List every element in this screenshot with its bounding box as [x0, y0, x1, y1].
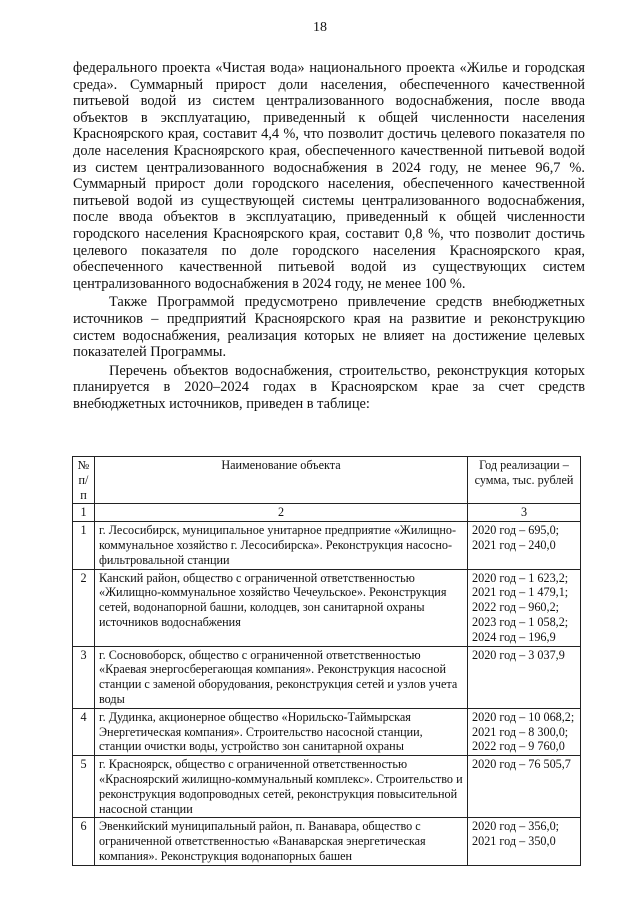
object-name: г. Красноярск, общество с ограниченной ответственностью «Красноярский жилищно-коммунальный комплекс». Строительство и реконструкция водопроводных сетей, реконструкция повысительной насосной станции: [95, 756, 468, 818]
year-amount: 2020 год – 356,0;: [472, 819, 560, 834]
year-amount: 2021 год – 240,0: [472, 537, 556, 552]
header-year: Год реализации – сумма, тыс. рублей: [468, 457, 581, 504]
year-amount: 2022 год – 960,2;: [472, 600, 560, 615]
table-row: [73, 646, 581, 708]
year-amount: 2020 год – 10 068,2;: [472, 709, 575, 724]
year-amount: 2021 год – 1 479,1;: [472, 585, 569, 600]
table-header-row: [73, 457, 581, 504]
year-amount: 2020 год – 3 037,9: [472, 647, 565, 662]
row-number: 6: [73, 818, 95, 865]
objects-table: [72, 456, 581, 866]
object-name: г. Лесосибирск, муниципальное унитарное предприятие «Жилищно-коммунальное хозяйство г. Лесосибирска». Реконструкция насосно-фильтровальной станции: [95, 522, 468, 569]
year-amount: 2020 год – 76 505,7: [472, 757, 571, 772]
paragraph-extrabudgetary: Также Программой предусмотрено привлечение средств внебюджетных источников – предприятий Красноярского края на развитие и реконструкцию систем водоснабжения, реализация которых не влияет на достижение целевых показателей Программы.: [73, 294, 585, 361]
object-name: Эвенкийский муниципальный район, п. Ванавара, общество с ограниченной ответственностью «Ванаварская энергетическая компания». Реконструкция водонапорных башен: [95, 818, 468, 865]
object-name: Канский район, общество с ограниченной ответственностью «Жилищно-коммунальное хозяйство Чечеульское». Реконструкция сетей, водонапорной башни, колодцев, зон санитарной охраны источников водоснабжения: [95, 569, 468, 646]
year-amount: 2020 год – 695,0;: [472, 523, 560, 538]
column-index: 2: [95, 504, 468, 522]
header-name: Наименование объекта: [95, 457, 468, 504]
row-number: 5: [73, 756, 95, 818]
year-amount: 2021 год – 8 300,0;: [472, 724, 569, 739]
row-number: 1: [73, 522, 95, 569]
year-amount: 2023 год – 1 058,2;: [472, 614, 569, 629]
year-amount-cell: [468, 646, 581, 708]
row-number: 3: [73, 646, 95, 708]
table-row: [73, 522, 581, 569]
year-amount-cell: [468, 756, 581, 818]
object-name: г. Дудинка, акционерное общество «Норильско-Таймырская Энергетическая компания». Строительство насосной станции, станции очистки воды, устройство зон санитарной охраны: [95, 708, 468, 755]
table-row: [73, 818, 581, 865]
table-row: [73, 569, 581, 646]
row-number: 2: [73, 569, 95, 646]
column-index: 3: [468, 504, 581, 522]
year-amount-cell: [468, 569, 581, 646]
year-amount-cell: [468, 522, 581, 569]
table-column-index-row: [73, 504, 581, 522]
table-row: [73, 756, 581, 818]
year-amount: 2024 год – 196,9: [472, 629, 556, 644]
table-row: [73, 708, 581, 755]
year-amount: 2021 год – 350,0: [472, 834, 556, 849]
year-amount-cell: [468, 818, 581, 865]
body-text: [73, 60, 585, 412]
paragraph-continuation: федерального проекта «Чистая вода» национального проекта «Жилье и городская среда». Суммарный прирост доли населения, обеспеченного качественной питьевой водой из систем централизованного водоснабжения, после ввода объектов в эксплуатацию, приведенный к общей численности населения Красноярского края, составит 4,4 %, что позволит достичь целевого показателя по доле населения Красноярского края, обеспеченного качественной питьевой водой из систем централизованного водоснабжения в 2024 году, не менее 96,7 %. Суммарный прирост доли городского населения, обеспеченного качественной питьевой водой из существующей системы централизованного водоснабжения, после ввода объектов в эксплуатацию, приведенный к общей численности городского населения Красноярского края, составит 0,8 %, что позволит достичь целевого показателя по доле городского населения Красноярского края, обеспеченного качественной питьевой водой из существующих систем централизованного водоснабжения в 2024 году, не менее 100 %.: [73, 60, 585, 292]
year-amount: 2022 год – 9 760,0: [472, 739, 565, 754]
object-name: г. Сосновоборск, общество с ограниченной ответственностью «Краевая энергосберегающая компания». Реконструкция насосной станции с заменой оборудования, реконструкция сетей и узлов учета воды: [95, 646, 468, 708]
header-num: № п/п: [73, 457, 95, 504]
page-number: 18: [313, 20, 327, 35]
paragraph-table-intro: Перечень объектов водоснабжения, строительство, реконструкция которых планируется в 2020–2024 годах в Красноярском крае за счет средств внебюджетных источников, приведен в таблице:: [73, 362, 585, 412]
year-amount-cell: [468, 708, 581, 755]
year-amount: 2020 год – 1 623,2;: [472, 570, 569, 585]
row-number: 4: [73, 708, 95, 755]
column-index: 1: [73, 504, 95, 522]
